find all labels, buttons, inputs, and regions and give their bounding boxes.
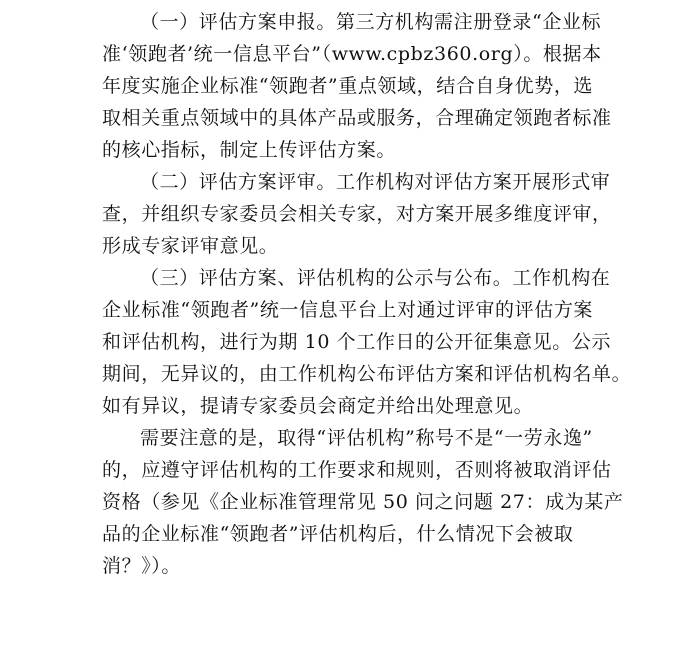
paragraph-note	[102, 422, 624, 582]
text-line: 年度实施企业标准“领跑者”重点领域，结合自身优势，选	[102, 75, 594, 97]
text-line: （一）评估方案申报。第三方机构需注册登录“企业标	[140, 11, 602, 33]
text-line: 准‘领跑者’统一信息平台”（www.cpbz360.org）。根据本	[102, 43, 602, 65]
text-line: 如有异议，提请专家委员会商定并给出处理意见。	[102, 395, 534, 417]
text-line: 需要注意的是，取得“评估机构”称号不是“一劳永逸”	[140, 427, 593, 449]
text-line: 的核心指标，制定上传评估方案。	[102, 139, 397, 161]
text-line: 和评估机构，进行为期 10 个工作日的公开征集意见。公示	[102, 331, 612, 353]
text-line: （二）评估方案评审。工作机构对评估方案开展形式审	[140, 171, 611, 193]
text-line: （三）评估方案、评估机构的公示与公布。工作机构在	[140, 267, 611, 289]
text-line: 企业标准“领跑者”统一信息平台上对通过评审的评估方案	[102, 299, 594, 321]
document-body	[102, 6, 632, 582]
text-line: 形成专家评审意见。	[102, 235, 279, 257]
text-line: 品的企业标准“领跑者”评估机构后，什么情况下会被取	[102, 523, 574, 545]
text-line: 消？》）。	[102, 555, 182, 577]
text-line: 查，并组织专家委员会相关专家，对方案开展多维度评审，	[102, 203, 612, 225]
paragraph-publicity	[102, 262, 632, 422]
text-line: 资格（参见《企业标准管理常见 50 问之问题 27：成为某产	[102, 491, 624, 513]
text-line: 的，应遵守评估机构的工作要求和规则，否则将被取消评估	[102, 459, 612, 481]
paragraph-application	[102, 6, 612, 166]
text-line: 取相关重点领域中的具体产品或服务，合理确定领跑者标准	[102, 107, 612, 129]
paragraph-review	[102, 166, 612, 262]
text-line: 期间，无异议的，由工作机构公布评估方案和评估机构名单。	[102, 363, 632, 385]
